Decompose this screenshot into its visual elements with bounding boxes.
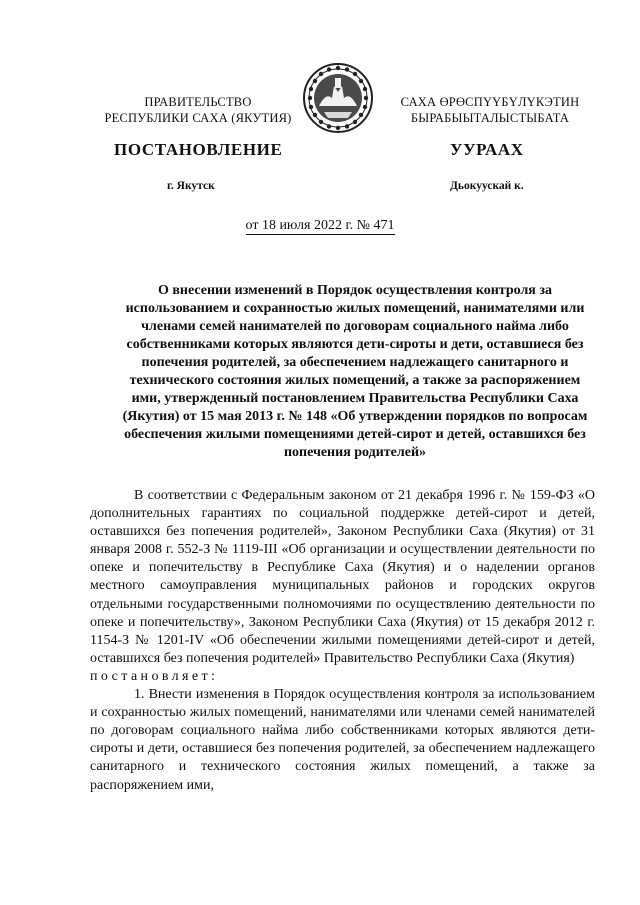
city-yakut: Дьокуускай к.: [450, 180, 524, 192]
city-russian: г. Якутск: [167, 180, 215, 192]
decree-date-number: [0, 218, 640, 234]
header-left-line2: РЕСПУБЛИКИ САХА (ЯКУТИЯ): [104, 111, 292, 125]
header-left-line1: ПРАВИТЕЛЬСТВО: [144, 95, 252, 109]
decree-body: [90, 487, 595, 795]
doc-type-title-yakut: УУРААХ: [450, 140, 524, 159]
resolves-word: постановляет:: [90, 668, 219, 684]
decree-subject-title: О внесении изменений в Порядок осуществления контроля за использованием и сохранностью жилых помещений, нанимателями или членами семей нанимателей по договорам социального найма либо собственниками которых являются дети-сироты и дети, оставшиеся без попечения родителей, за обеспечением надлежащего санитарного и технического состояния жилых помещений, а также за распоряжением ими, утвержденный постановлением Правительства Республики Саха (Якутия) от 15 мая 2013 г. № 148 «Об утверждении порядков по вопросам обеспечения жилыми помещениями детей-сирот и детей, оставшихся без попечения родителей»: [122, 283, 588, 460]
item-1-paragraph: 1. Внести изменения в Порядок осуществления контроля за использованием и сохранностью жилых помещений, нанимателями или членами семей нанимателей по договорам социального найма либо собственниками которых являются дети-сироты и дети, оставшиеся без попечения родителей, за обеспечением надлежащего санитарного и технического состояния жилых помещений, а также за распоряжением ими,: [90, 687, 595, 793]
preamble-paragraph: В соответствии с Федеральным законом от 21 декабря 1996 г. № 159-ФЗ «О дополнительных гарантиях по социальной поддержке детей-сирот и детей, оставшихся без попечения родителей», Законом Республики Саха (Якутия) от 31 января 2008 г. 552-З № 1119-III «Об организации и осуществлении деятельности по опеке и попечительству в Республике Саха (Якутия) и о наделении органов местного самоуправления муниципальных районов и городских округов отдельными государственными полномочиями по осуществлению деятельности по опеке и попечительству», Законом Республики Саха (Якутия) от 15 декабря 2012 г. 1154-З № 1201-IV «Об обеспечении жилыми помещениями детей-сирот и детей, оставшихся без попечения родителей» Правительство Республики Саха (Якутия): [90, 488, 595, 666]
header-right-line2: БЫРАБЫЫТАЛЫСТЫБАТА: [410, 111, 570, 125]
header-left: [98, 94, 298, 126]
header-right: [370, 94, 610, 126]
decree-date-line: от 18 июля 2022 г. № 471: [245, 218, 395, 233]
doc-type-title-russian: ПОСТАНОВЛЕНИЕ: [114, 140, 283, 159]
coat-of-arms-emblem-icon: [302, 62, 374, 134]
decree-number: 471: [373, 218, 395, 233]
decree-date: 18 июля 2022 г.: [261, 218, 354, 233]
header-right-line1: САХА ӨРӨСПҮҮБҮЛҮКЭТИН: [400, 95, 580, 109]
